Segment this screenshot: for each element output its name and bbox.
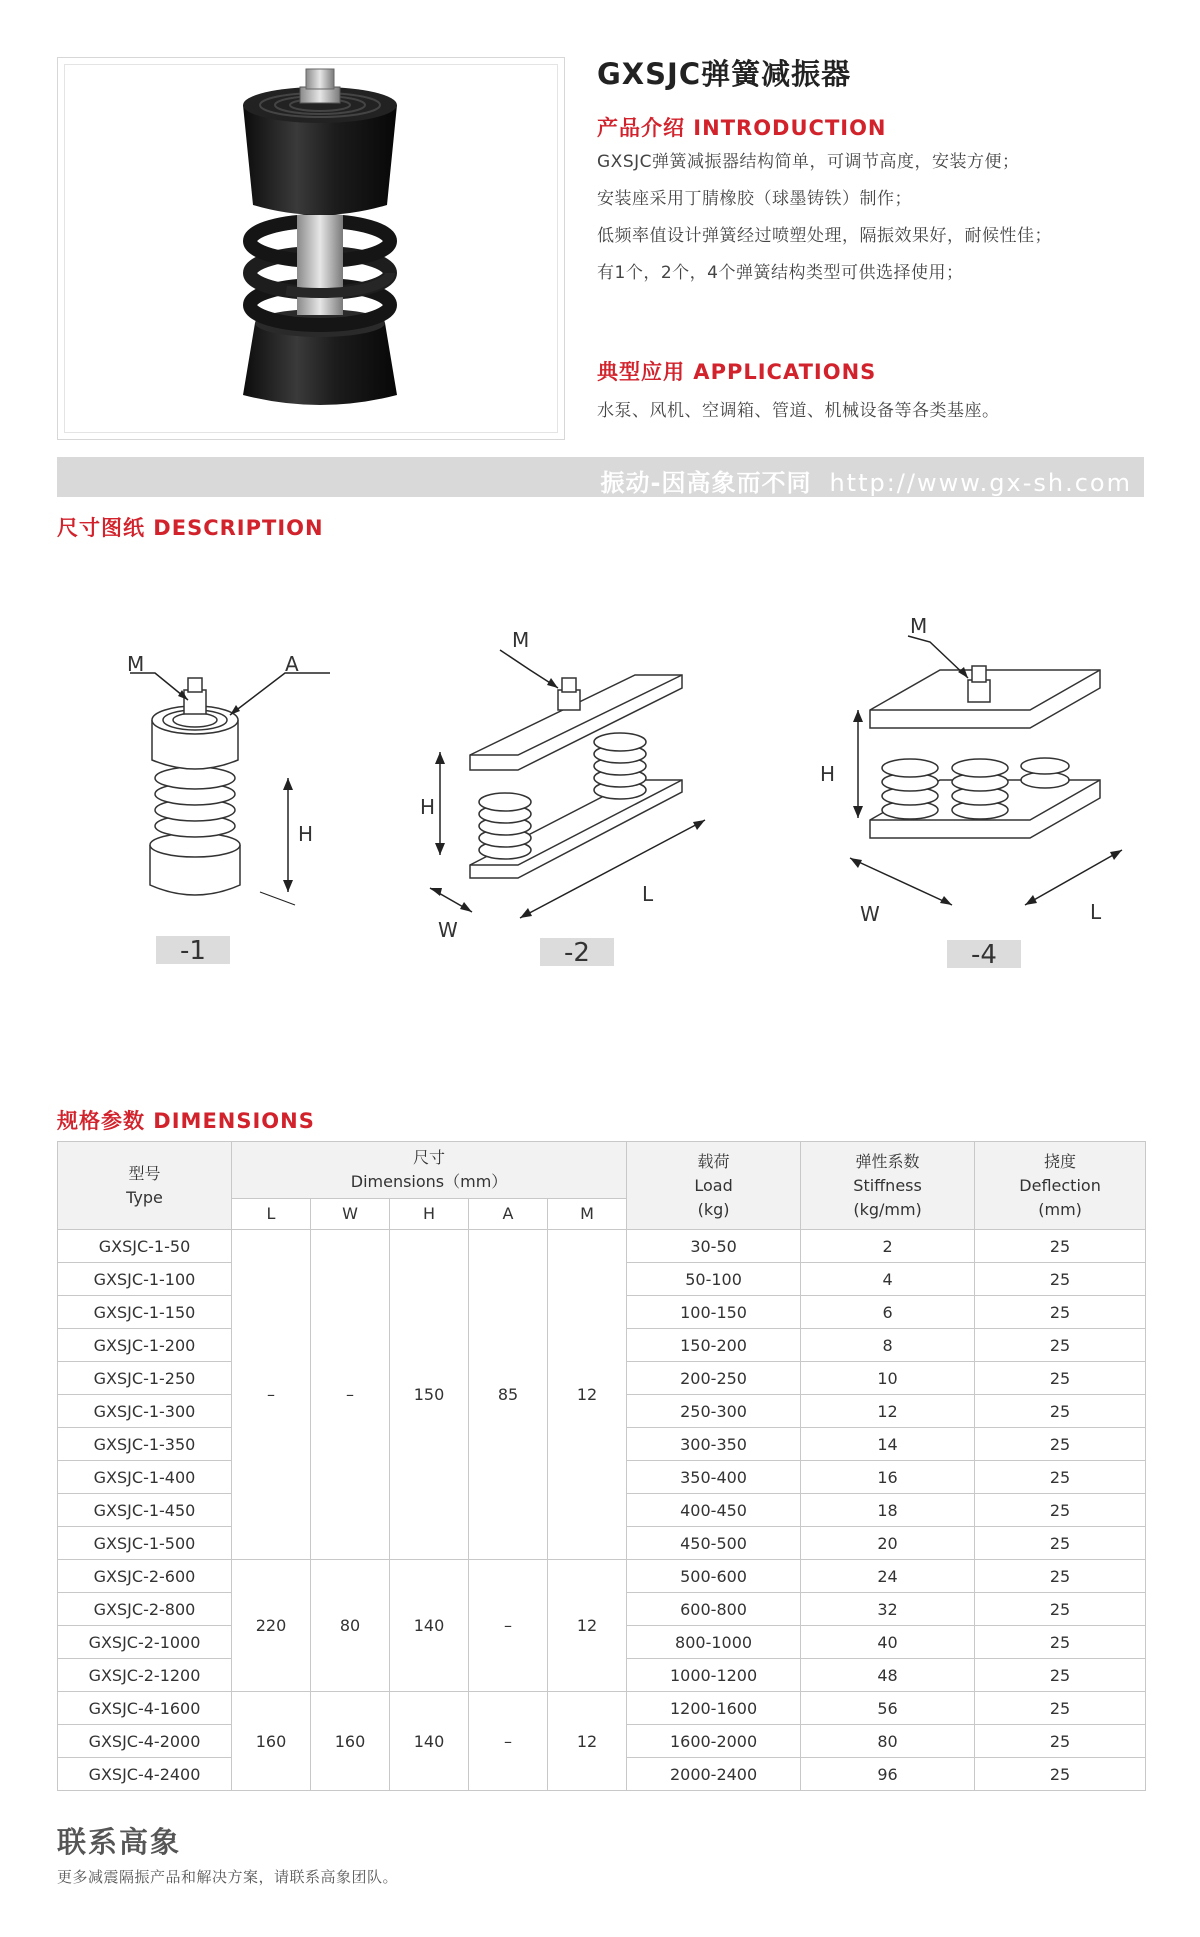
cell-dim-w: – (311, 1230, 390, 1560)
cell-stiffness: 56 (801, 1692, 975, 1725)
diagram-2-drawing (420, 620, 740, 950)
contact-title: 联系高象 (57, 1825, 182, 1859)
banner-slogan: 振动-因高象而不同 (600, 469, 812, 497)
header-m: M (548, 1199, 627, 1230)
header-load-unit: (kg) (697, 1199, 730, 1219)
cell-deflection: 25 (975, 1692, 1146, 1725)
cell-deflection: 25 (975, 1593, 1146, 1626)
cell-stiffness: 48 (801, 1659, 975, 1692)
slogan-banner (57, 457, 1144, 497)
cell-stiffness: 18 (801, 1494, 975, 1527)
cell-stiffness: 8 (801, 1329, 975, 1362)
header-dim-cn: 尺寸 (413, 1148, 446, 1167)
header-stiff-en: Stiffness (853, 1175, 922, 1195)
cell-dim-w: 80 (311, 1560, 390, 1692)
cell-load: 100-150 (627, 1296, 801, 1329)
cell-load: 1200-1600 (627, 1692, 801, 1725)
cell-deflection: 25 (975, 1329, 1146, 1362)
cell-type: GXSJC-1-150 (58, 1296, 232, 1329)
cell-stiffness: 14 (801, 1428, 975, 1461)
cell-type: GXSJC-1-100 (58, 1263, 232, 1296)
cell-type: GXSJC-1-450 (58, 1494, 232, 1527)
cell-load: 350-400 (627, 1461, 801, 1494)
table-row (58, 1230, 1146, 1263)
cell-dim-a: – (469, 1560, 548, 1692)
cell-deflection: 25 (975, 1362, 1146, 1395)
intro-line-2: 安装座采用丁腈橡胶（球墨铸铁）制作； (597, 189, 912, 209)
diagram-1-drawing (110, 630, 360, 960)
diagram-4 (800, 614, 1150, 950)
header-load-cn: 载荷 (697, 1151, 730, 1171)
cell-load: 300-350 (627, 1428, 801, 1461)
cell-load: 30-50 (627, 1230, 801, 1263)
cell-load: 600-800 (627, 1593, 801, 1626)
intro-line-1: GXSJC弹簧减振器结构简单，可调节高度，安装方便； (597, 152, 1020, 172)
spec-table-body (58, 1230, 1146, 1791)
cell-dim-h: 140 (390, 1692, 469, 1791)
header-dimensions (232, 1142, 627, 1199)
cell-stiffness: 40 (801, 1626, 975, 1659)
diagram-1-label-a: A (285, 652, 299, 676)
diagram-2-label-h: H (420, 795, 436, 819)
cell-stiffness: 10 (801, 1362, 975, 1395)
cell-deflection: 25 (975, 1527, 1146, 1560)
cell-load: 200-250 (627, 1362, 801, 1395)
banner-url[interactable]: http://www.gx-sh.com (829, 469, 1132, 497)
product-title: GXSJC弹簧减振器 (597, 57, 852, 91)
diagram-2-label-l: L (642, 882, 654, 906)
diagram-4-label-w: W (860, 902, 880, 926)
header-stiff-unit: (kg/mm) (853, 1199, 922, 1219)
cell-load: 500-600 (627, 1560, 801, 1593)
diagram-1-tag: -1 (156, 936, 230, 964)
cell-dim-l: – (232, 1230, 311, 1560)
cell-stiffness: 6 (801, 1296, 975, 1329)
introduction-heading: 产品介绍 INTRODUCTION (597, 116, 887, 140)
diagram-2-label-w: W (438, 918, 458, 942)
description-heading: 尺寸图纸 DESCRIPTION (57, 516, 324, 540)
header-type-cn: 型号 (128, 1163, 161, 1183)
cell-dim-l: 220 (232, 1560, 311, 1692)
cell-deflection: 25 (975, 1395, 1146, 1428)
cell-deflection: 25 (975, 1461, 1146, 1494)
spring-isolator-illustration (65, 65, 559, 434)
cell-load: 800-1000 (627, 1626, 801, 1659)
header-load-en: Load (694, 1175, 733, 1195)
header-type (58, 1142, 232, 1230)
header-type-en: Type (126, 1187, 163, 1207)
cell-type: GXSJC-2-800 (58, 1593, 232, 1626)
cell-stiffness: 96 (801, 1758, 975, 1791)
diagram-2 (420, 620, 740, 950)
header-defl-cn: 挠度 (1044, 1151, 1077, 1171)
header-h: H (390, 1199, 469, 1230)
header-defl-en: Deflection (1019, 1175, 1101, 1195)
cell-type: GXSJC-2-1000 (58, 1626, 232, 1659)
product-photo (64, 64, 558, 433)
cell-deflection: 25 (975, 1230, 1146, 1263)
cell-stiffness: 20 (801, 1527, 975, 1560)
cell-type: GXSJC-1-350 (58, 1428, 232, 1461)
product-photo-frame (57, 57, 565, 440)
cell-dim-m: 12 (548, 1692, 627, 1791)
diagram-2-label-m: M (512, 628, 530, 652)
cell-dim-w: 160 (311, 1692, 390, 1791)
diagram-4-label-m: M (910, 614, 928, 638)
cell-dim-a: – (469, 1692, 548, 1791)
cell-dim-l: 160 (232, 1692, 311, 1791)
cell-deflection: 25 (975, 1626, 1146, 1659)
cell-dim-m: 12 (548, 1230, 627, 1560)
diagram-4-tag: -4 (947, 940, 1021, 968)
cell-stiffness: 2 (801, 1230, 975, 1263)
cell-deflection: 25 (975, 1296, 1146, 1329)
header-l: L (232, 1199, 311, 1230)
header-a: A (469, 1199, 548, 1230)
cell-load: 250-300 (627, 1395, 801, 1428)
cell-stiffness: 32 (801, 1593, 975, 1626)
cell-load: 1000-1200 (627, 1659, 801, 1692)
cell-deflection: 25 (975, 1659, 1146, 1692)
cell-load: 150-200 (627, 1329, 801, 1362)
cell-load: 2000-2400 (627, 1758, 801, 1791)
cell-stiffness: 12 (801, 1395, 975, 1428)
cell-stiffness: 24 (801, 1560, 975, 1593)
applications-heading: 典型应用 APPLICATIONS (597, 360, 877, 384)
cell-type: GXSJC-1-500 (58, 1527, 232, 1560)
cell-deflection: 25 (975, 1725, 1146, 1758)
diagram-1-label-m: M (127, 652, 145, 676)
diagram-1-label-h: H (298, 822, 314, 846)
header-dim-en: Dimensions（mm） (350, 1172, 508, 1191)
cell-type: GXSJC-4-2400 (58, 1758, 232, 1791)
cell-load: 1600-2000 (627, 1725, 801, 1758)
cell-type: GXSJC-1-250 (58, 1362, 232, 1395)
cell-stiffness: 80 (801, 1725, 975, 1758)
header-load (627, 1142, 801, 1230)
cell-deflection: 25 (975, 1758, 1146, 1791)
cell-type: GXSJC-1-400 (58, 1461, 232, 1494)
applications-text: 水泵、风机、空调箱、管道、机械设备等各类基座。 (597, 401, 1000, 421)
contact-text: 更多减震隔振产品和解决方案，请联系高象团队。 (57, 1868, 399, 1886)
cell-type: GXSJC-4-2000 (58, 1725, 232, 1758)
header-defl-unit: (mm) (1038, 1199, 1082, 1219)
intro-line-4: 有1个，2个，4个弹簧结构类型可供选择使用； (597, 263, 964, 283)
diagram-4-label-h: H (820, 762, 836, 786)
cell-stiffness: 4 (801, 1263, 975, 1296)
cell-type: GXSJC-1-200 (58, 1329, 232, 1362)
cell-load: 400-450 (627, 1494, 801, 1527)
cell-dim-h: 140 (390, 1560, 469, 1692)
diagram-4-label-l: L (1090, 900, 1102, 924)
intro-line-3: 低频率值设计弹簧经过喷塑处理，隔振效果好，耐候性佳； (597, 226, 1052, 246)
cell-deflection: 25 (975, 1494, 1146, 1527)
header-stiff-cn: 弹性系数 (855, 1151, 920, 1171)
diagram-2-tag: -2 (540, 938, 614, 966)
cell-dim-h: 150 (390, 1230, 469, 1560)
table-row (58, 1692, 1146, 1725)
cell-stiffness: 16 (801, 1461, 975, 1494)
cell-load: 450-500 (627, 1527, 801, 1560)
cell-dim-m: 12 (548, 1560, 627, 1692)
cell-type: GXSJC-1-50 (58, 1230, 232, 1263)
dimensions-heading: 规格参数 DIMENSIONS (57, 1109, 315, 1133)
cell-dim-a: 85 (469, 1230, 548, 1560)
cell-deflection: 25 (975, 1560, 1146, 1593)
table-row (58, 1560, 1146, 1593)
cell-deflection: 25 (975, 1428, 1146, 1461)
cell-load: 50-100 (627, 1263, 801, 1296)
header-w: W (311, 1199, 390, 1230)
cell-type: GXSJC-2-600 (58, 1560, 232, 1593)
cell-deflection: 25 (975, 1263, 1146, 1296)
spec-table (57, 1141, 1146, 1791)
header-stiffness (801, 1142, 975, 1230)
cell-type: GXSJC-1-300 (58, 1395, 232, 1428)
header-deflection (975, 1142, 1146, 1230)
diagram-1 (110, 630, 360, 960)
cell-type: GXSJC-4-1600 (58, 1692, 232, 1725)
cell-type: GXSJC-2-1200 (58, 1659, 232, 1692)
